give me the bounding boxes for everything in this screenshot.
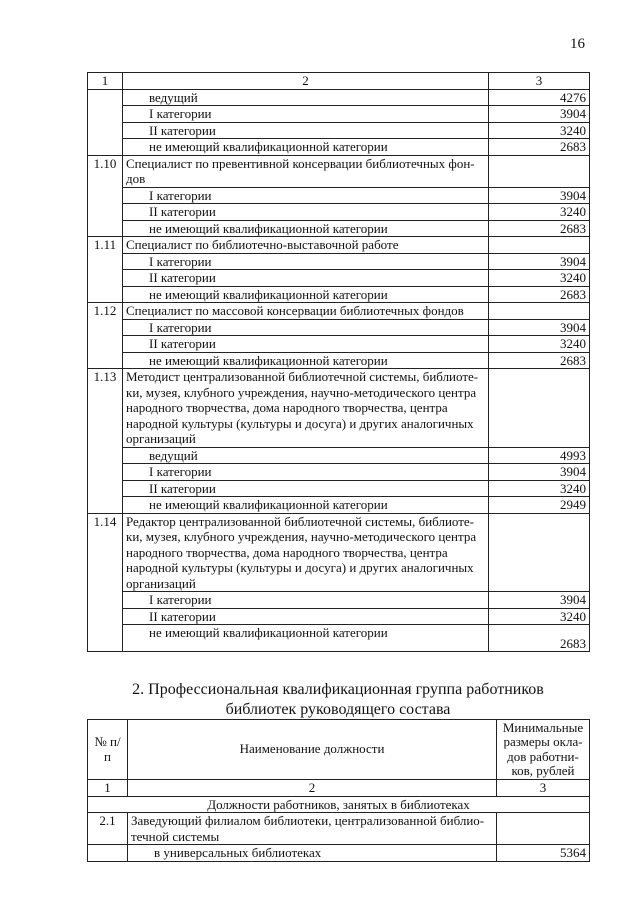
position-category: ведущий	[123, 89, 489, 106]
row-salary: 2683	[489, 220, 590, 237]
row-number: 2.1	[88, 813, 128, 845]
row-salary	[497, 813, 590, 845]
table-row	[88, 106, 590, 123]
table-row	[88, 845, 590, 862]
row-salary: 3240	[489, 204, 590, 221]
row-salary	[489, 155, 590, 187]
position-category: не имеющий квалификационной категории	[123, 220, 489, 237]
position-group-title: Редактор централизованной библиотечной системы, библиоте-ки, музея, клубного учреждения, научно-методического центра народного творчества, дома народного творчества, центра народной культуры (культуры и досуга) и других аналогичных организаций	[123, 513, 489, 592]
header-number: № п/п	[88, 720, 128, 780]
row-salary: 3240	[489, 270, 590, 287]
table-row	[88, 89, 590, 106]
table-row	[88, 813, 590, 845]
row-salary: 4993	[489, 447, 590, 464]
position-category: II категории	[123, 480, 489, 497]
position-category: II категории	[123, 336, 489, 353]
position-category: не имеющий квалификационной категории	[123, 286, 489, 303]
row-salary: 3904	[489, 464, 590, 481]
position-category: не имеющий квалификационной категории	[123, 139, 489, 156]
row-salary: 2949	[489, 497, 590, 514]
position-category: I категории	[123, 106, 489, 123]
header-salary: Минимальные размеры окла-дов работни-ков, рублей	[497, 720, 590, 780]
table-row	[88, 237, 590, 254]
row-salary	[489, 369, 590, 448]
section-2-title-line-1: 2. Профессиональная квалификационная группа работников	[132, 681, 544, 698]
table-2-header-row	[88, 720, 590, 780]
position-category: II категории	[123, 270, 489, 287]
header-position: Наименование должности	[128, 720, 497, 780]
row-salary	[489, 303, 590, 320]
section-2-title-line-2: библиотек руководящего состава	[225, 701, 451, 718]
row-position: в универсальных библиотеках	[128, 845, 497, 862]
table-row	[88, 369, 590, 448]
table-row	[88, 303, 590, 320]
row-salary: 3904	[489, 319, 590, 336]
table-row	[88, 270, 590, 287]
row-salary	[489, 237, 590, 254]
table-row	[88, 139, 590, 156]
table-row	[88, 220, 590, 237]
table-row	[88, 122, 590, 139]
header-col-3: 3	[489, 73, 590, 90]
page-number: 16	[570, 36, 585, 52]
position-category: II категории	[123, 122, 489, 139]
table-row	[88, 187, 590, 204]
position-category: II категории	[123, 608, 489, 625]
row-number	[88, 89, 123, 155]
position-category: II категории	[123, 204, 489, 221]
table-row	[88, 447, 590, 464]
position-category: I категории	[123, 464, 489, 481]
row-salary: 3904	[489, 592, 590, 609]
table-row	[88, 319, 590, 336]
position-category: ведущий	[123, 447, 489, 464]
row-salary: 3240	[489, 608, 590, 625]
row-salary: 4276	[489, 89, 590, 106]
row-number: 1.14	[88, 513, 123, 652]
position-category: не имеющий квалификационной категории	[123, 352, 489, 369]
header-col-1: 1	[88, 73, 123, 90]
table-row	[88, 513, 590, 592]
section-heading: Должности работников, занятых в библиотеках	[88, 796, 590, 813]
row-salary: 3904	[489, 106, 590, 123]
row-salary	[489, 513, 590, 592]
row-number: 1.10	[88, 155, 123, 237]
row-salary: 5364	[497, 845, 590, 862]
position-category: I категории	[123, 319, 489, 336]
row-salary: 3240	[489, 336, 590, 353]
table-2-numbers-row	[88, 780, 590, 797]
position-category: не имеющий квалификационной категории	[123, 497, 489, 514]
number-col-3: 3	[497, 780, 590, 797]
row-salary: 3240	[489, 480, 590, 497]
row-salary: 2683	[489, 286, 590, 303]
row-salary: 3904	[489, 187, 590, 204]
row-number: 1.13	[88, 369, 123, 514]
table-row	[88, 480, 590, 497]
row-salary: 3904	[489, 253, 590, 270]
table-row	[88, 336, 590, 353]
salary-table-2	[87, 719, 590, 862]
position-category: I категории	[123, 187, 489, 204]
table-row	[88, 592, 590, 609]
row-number: 1.11	[88, 237, 123, 303]
table-row	[88, 464, 590, 481]
table-row	[88, 253, 590, 270]
position-group-title: Методист централизованной библиотечной системы, библиоте-ки, музея, клубного учреждения, научно-методического центра народного творчества, дома народного творчества, центра народной культуры (культуры и досуга) и других аналогичных организаций	[123, 369, 489, 448]
header-col-2: 2	[123, 73, 489, 90]
table-row	[88, 497, 590, 514]
position-group-title: Специалист по превентивной консервации библиотечных фон-дов	[123, 155, 489, 187]
position-category: не имеющий квалификационной категории	[123, 625, 489, 652]
table-row	[88, 286, 590, 303]
table-row	[88, 352, 590, 369]
table-header-row	[88, 73, 590, 90]
section-2-title	[87, 680, 589, 720]
number-col-2: 2	[128, 780, 497, 797]
table-row	[88, 204, 590, 221]
number-col-1: 1	[88, 780, 128, 797]
row-salary: 2683	[489, 625, 590, 652]
row-salary: 2683	[489, 352, 590, 369]
position-category: I категории	[123, 592, 489, 609]
row-number: 1.12	[88, 303, 123, 369]
row-position: Заведующий филиалом библиотеки, централизованной библио-течной системы	[128, 813, 497, 845]
table-row	[88, 625, 590, 652]
position-category: I категории	[123, 253, 489, 270]
position-group-title: Специалист по массовой консервации библиотечных фондов	[123, 303, 489, 320]
table-row	[88, 155, 590, 187]
table-2-section-row	[88, 796, 590, 813]
salary-table-1	[87, 72, 590, 652]
table-row	[88, 608, 590, 625]
row-salary: 2683	[489, 139, 590, 156]
row-number	[88, 845, 128, 862]
position-group-title: Специалист по библиотечно-выставочной работе	[123, 237, 489, 254]
row-salary: 3240	[489, 122, 590, 139]
